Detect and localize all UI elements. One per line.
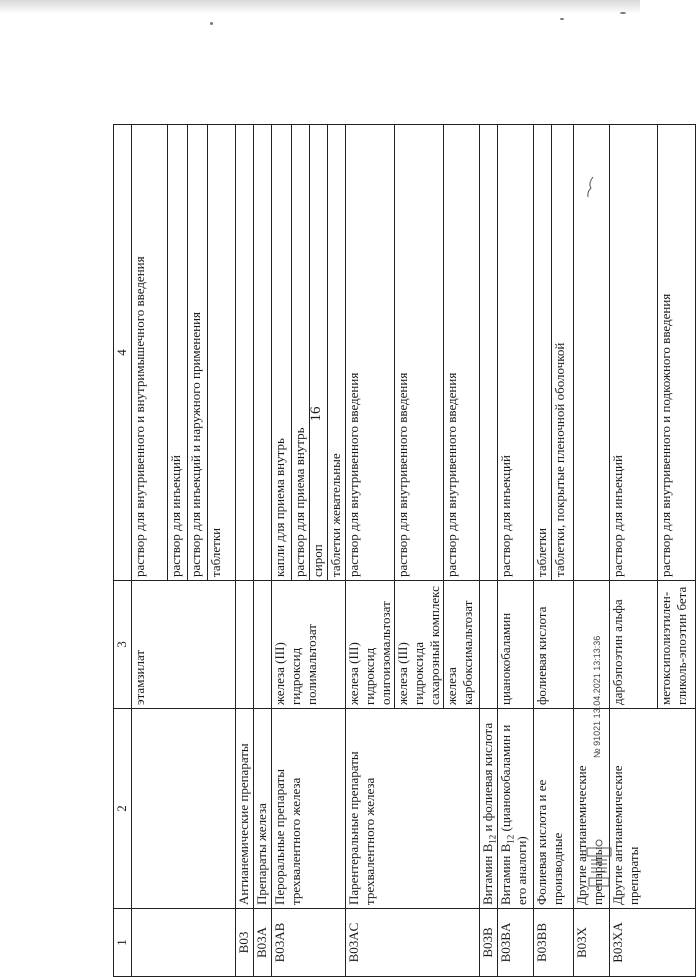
table-row: [236, 125, 254, 977]
substance-cell: фолиевая кислота: [534, 581, 574, 709]
table-row: [346, 125, 395, 977]
group-name: Препараты железа: [254, 709, 272, 909]
substance-cell-empty: [254, 581, 272, 709]
form-cell: раствор для внутривенного введения: [444, 125, 480, 581]
substance-cell: железа (III) гидроксид олигоизомальтозат: [346, 581, 395, 709]
atc-code: B03AB: [272, 909, 346, 977]
atc-code: B03: [236, 909, 254, 977]
form-cell: раствор для инъекций и наружного применения: [188, 125, 208, 581]
form-cell: сироп: [310, 125, 328, 581]
scan-top-edge: [0, 0, 640, 14]
substance-cell: этамзилат: [132, 581, 236, 709]
header-col-4: 4: [114, 125, 132, 581]
group-name-subscript: 12: [487, 834, 498, 844]
table-row: [534, 125, 552, 977]
substance-cell: дарбэпоэтин альфа: [610, 581, 658, 709]
table-row: [254, 125, 272, 977]
atc-code: B03XA: [610, 909, 696, 977]
group-name: Фолиевая кислота и ее производные: [534, 709, 574, 909]
scan-dust: [210, 22, 213, 25]
form-cell: капли для приема внутрь: [272, 125, 292, 581]
form-cell: раствор для внутривенного и подкожного введения: [658, 125, 696, 581]
substance-cell: цианокобаламин: [498, 581, 534, 709]
document-registration-stamp: № 91021 13.04.2021 13:13:36: [592, 635, 602, 758]
group-name-prefix: Витамин B: [498, 843, 513, 905]
page-number: 16: [308, 406, 324, 422]
atc-code: B03AC: [346, 909, 480, 977]
group-name-prefix: Витамин B: [480, 843, 495, 905]
atc-code: B03BB: [534, 909, 574, 977]
group-name: [498, 709, 534, 909]
group-name: Другие антианемические препараты: [610, 709, 696, 909]
group-name: Парентеральные препараты трехвалентного железа: [346, 709, 480, 909]
header-col-2: 2: [114, 709, 132, 909]
group-name: Пероральные препараты трехвалентного железа: [272, 709, 346, 909]
code-cell-empty: [132, 909, 236, 977]
form-cell-empty: [236, 125, 254, 581]
table-row: [480, 125, 498, 977]
substance-cell: метоксиполиэтилен-гликоль-эпоэтин бета: [658, 581, 696, 709]
group-name-suffix: (цианокобаламин и его аналоги): [498, 724, 529, 905]
form-cell: раствор для инъекций: [610, 125, 658, 581]
group-name-suffix: и фолиевая кислота: [480, 722, 495, 835]
pen-mark-icon: [585, 176, 595, 198]
header-col-3: 3: [114, 581, 132, 709]
form-cell: раствор для внутривенного введения: [395, 125, 444, 581]
form-cell: таблетки: [534, 125, 552, 581]
table-header-row: [114, 125, 132, 977]
substance-cell: железа (III) гидроксид полимальтозат: [272, 581, 346, 709]
substance-cell: железа (III) гидроксида сахарозный комплекс: [395, 581, 444, 709]
substance-cell-empty: [236, 581, 254, 709]
form-cell-empty: [480, 125, 498, 581]
scan-dust: [560, 18, 564, 20]
form-cell: раствор для инъекций: [168, 125, 188, 581]
form-cell: раствор для внутривенного и внутримышечного введения: [132, 125, 168, 581]
group-name: [480, 709, 498, 909]
table-row: [272, 125, 292, 977]
group-name-subscript: 12: [505, 834, 516, 844]
form-cell: раствор для внутривенного введения: [346, 125, 395, 581]
scan-dust: [620, 12, 626, 14]
table-row: [132, 125, 168, 977]
atc-code: B03BA: [498, 909, 534, 977]
group-name: Антианемические препараты: [236, 709, 254, 909]
table-row: [498, 125, 534, 977]
group-name: Другие антианемические препараты: [574, 709, 610, 909]
form-cell: таблетки, покрытые пленочной оболочкой: [552, 125, 574, 581]
group-cell-empty: [132, 709, 236, 909]
atc-code: B03B: [480, 909, 498, 977]
atc-code: B03A: [254, 909, 272, 977]
form-cell-empty: [254, 125, 272, 581]
form-cell: раствор для приема внутрь: [292, 125, 310, 581]
substance-cell: железа карбоксимальтозат: [444, 581, 480, 709]
substance-cell-empty: [480, 581, 498, 709]
form-cell: таблетки: [208, 125, 236, 581]
form-cell: таблетки жевательные: [328, 125, 346, 581]
header-col-1: 1: [114, 909, 132, 977]
form-cell: раствор для инъекций: [498, 125, 534, 581]
atc-code: B03X: [574, 909, 610, 977]
scanner-logo-icon: [581, 838, 617, 892]
